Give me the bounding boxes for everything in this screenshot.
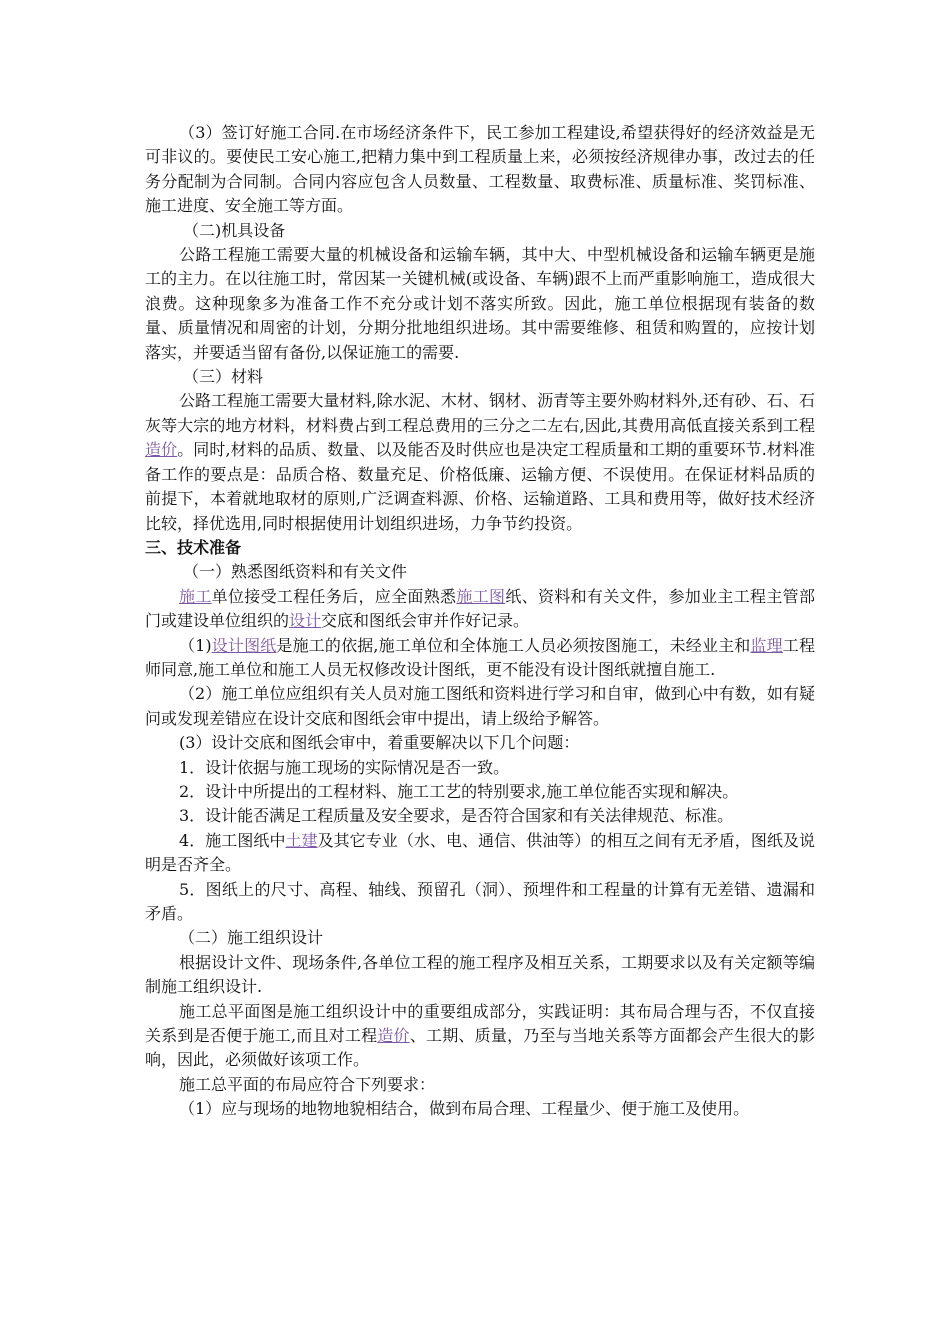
- paragraph-contract: （3）签订好施工合同.在市场经济条件下，民工参加工程建设,希望获得好的经济效益是无可非议的。要使民工安心施工,把精力集中到工程质量上来，必须按经济规律办事，改过去的任务分配制为合同制。合同内容应包含人员数量、工程数量、取费标准、质量标准、奖罚标准、施工进度、安全施工等方面。: [145, 123, 815, 216]
- paragraph-organization: 根据设计文件、现场条件,各单位工程的施工程序及相互关系，工期要求以及有关定额等编制施工组织设计.: [145, 952, 815, 997]
- paragraph-design-drawing: （1)设计图纸是施工的依据,施工单位和全体施工人员必须按图施工，未经业主和监理工程师同意,施工单位和施工人员无权修改设计图纸，更不能没有设计图纸就擅自施工.: [145, 635, 815, 679]
- heading-equipment: （二)机具设备: [183, 220, 286, 240]
- link-construction-drawing[interactable]: 施工图: [456, 586, 506, 606]
- heading-materials: （三）材料: [183, 367, 264, 387]
- list-item: 1．设计依据与施工现场的实际情况是否一致。: [179, 757, 510, 777]
- paragraph-layout-requirements: 施工总平面的布局应符合下列要求：: [179, 1074, 436, 1094]
- list-item: 4．施工图纸中土建及其它专业（水、电、通信、供油等）的相互之间有无矛盾，图纸及说明是否齐全。: [145, 830, 815, 875]
- link-civil-engineering[interactable]: 土建: [285, 830, 318, 850]
- paragraph-equipment: 公路工程施工需要大量的机械设备和运输车辆，其中大、中型机械设备和运输车辆更是施工的主力。在以往施工时，常因某一关键机械(或设备、车辆)跟不上而严重影响施工，造成很大浪费。这种现象多为准备工作不充分或计划不落实所致。因此，施工单位根据现有装备的数量、质量情况和周密的计划，分期分批地组织进场。其中需要维修、租赁和购置的，应按计划落实，并要适当留有备份,以保证施工的需要.: [145, 245, 815, 362]
- document-page: [145, 121, 815, 1122]
- paragraph-review-issues: (3）设计交底和图纸会审中，着重要解决以下几个问题：: [179, 733, 580, 753]
- link-construction[interactable]: 施工: [179, 586, 212, 606]
- heading-drawings: （一）熟悉图纸资料和有关文件: [183, 562, 408, 582]
- list-item: 3．设计能否满足工程质量及安全要求，是否符合国家和有关法律规范、标准。: [179, 806, 734, 826]
- paragraph-drawings: 施工单位接受工程任务后，应全面熟悉施工图纸、资料和有关文件，参加业主工程主管部门或建设单位组织的设计交底和图纸会审并作好记录。: [145, 586, 815, 631]
- link-design-drawing[interactable]: 设计图纸: [211, 635, 277, 655]
- list-item: 2．设计中所提出的工程材料、施工工艺的特别要求,施工单位能否实现和解决。: [179, 781, 739, 801]
- paragraph-site-plan: 施工总平面图是施工组织设计中的重要组成部分，实践证明：其布局合理与否，不仅直接关系到是否便于施工,而且对工程造价、工期、质量，乃至与当地关系等方面都会产生很大的影响，因此，必须做好该项工作。: [145, 1001, 815, 1070]
- heading-organization: （二）施工组织设计: [179, 928, 324, 948]
- list-item: 5．图纸上的尺寸、高程、轴线、预留孔（洞）、预埋件和工程量的计算有无差错、遗漏和矛盾。: [145, 879, 815, 923]
- paragraph-layout-item-1: （1）应与现场的地物地貌相结合，做到布局合理、工程量少、便于施工及使用。: [179, 1099, 750, 1119]
- link-cost[interactable]: 造价: [377, 1026, 410, 1046]
- paragraph-self-review: （2）施工单位应组织有关人员对施工图纸和资料进行学习和自审，做到心中有数，如有疑问或发现差错应在设计交底和图纸会审中提出，请上级给予解答。: [145, 684, 815, 728]
- link-supervision[interactable]: 监理: [750, 635, 783, 655]
- paragraph-materials: 公路工程施工需要大量材料,除水泥、木材、钢材、沥青等主要外购材料外,还有砂、石、石灰等大宗的地方材料，材料费占到工程总费用的三分之二左右,因此,其费用高低直接关系到工程造价。同时,材料的品质、数量、以及能否及时供应也是决定工程质量和工期的重要环节.材料准备工作的要点是：品质合格、数量充足、价格低廉、运输方便、不误使用。在保证材料品质的前提下，本着就地取材的原则,广泛调查料源、价格、运输道路、工具和费用等，做好技术经济比较，择优选用,同时根据使用计划组织进场，力争节约投资。: [145, 391, 815, 533]
- link-design[interactable]: 设计: [289, 611, 322, 631]
- link-cost[interactable]: 造价: [145, 440, 178, 460]
- section-heading-tech: 三、技术准备: [145, 537, 242, 557]
